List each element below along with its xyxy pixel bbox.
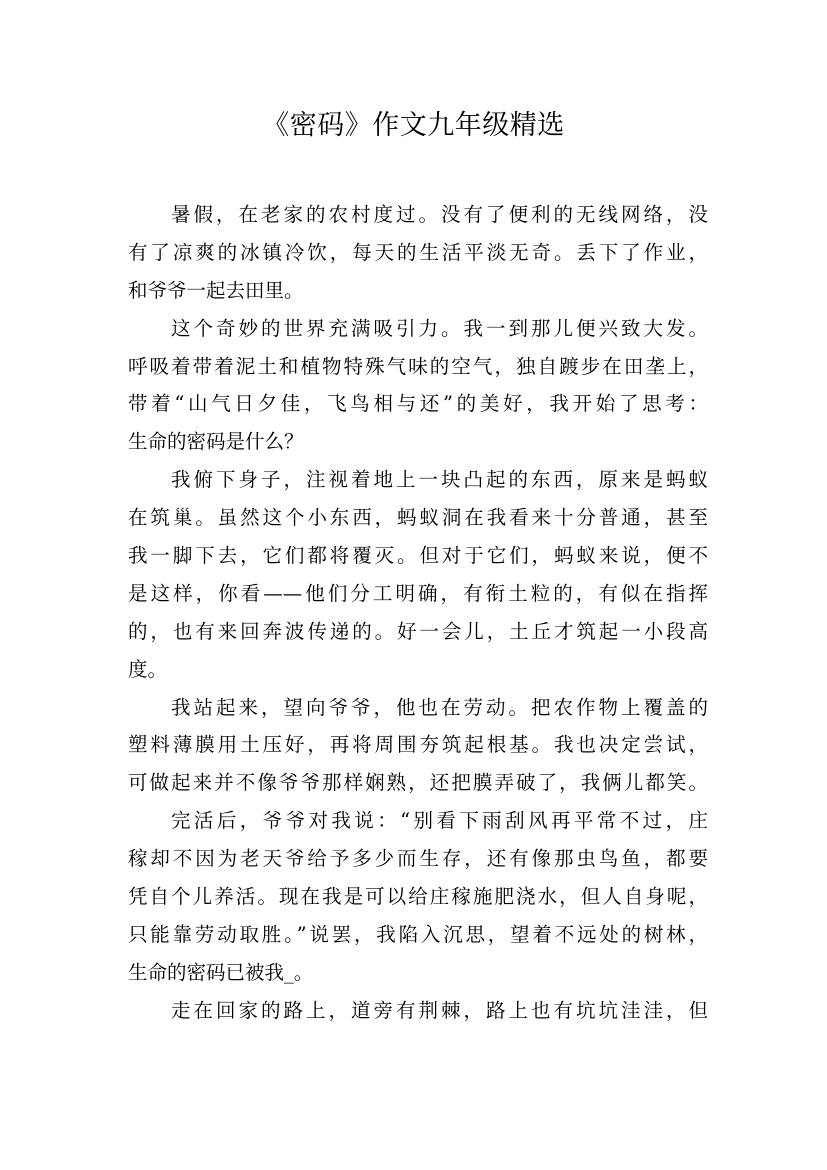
text-line: 我站起来，望向爷爷，他也在劳动。把农作物上覆盖的 <box>171 695 708 719</box>
text-line: 生命的密码已被我_。 <box>128 960 314 984</box>
text-line: 走在回家的路上，道旁有荆棘，路上也有坑坑洼洼，但 <box>171 998 708 1022</box>
text-line: 度。 <box>128 657 168 681</box>
text-line: 稼却不因为老天爷给予多少而生存，还有像那虫鸟鱼，都要 <box>128 847 708 871</box>
text-line: 带着“山气日夕佳，飞鸟相与还”的美好，我开始了思考： <box>128 392 708 416</box>
text-line: 完活后，爷爷对我说：“别看下雨刮风再平常不过，庄 <box>171 809 708 833</box>
document-title: 《密码》作文九年级精选 <box>262 110 565 141</box>
text-line: 生命的密码是什么？ <box>128 430 304 454</box>
text-line: 在筑巢。虽然这个小东西，蚂蚁洞在我看来十分普通，甚至 <box>128 506 708 530</box>
text-line: 凭自个儿养活。现在我是可以给庄稼施肥浇水，但人自身呢， <box>128 885 708 909</box>
text-line: 暑假，在老家的农村度过。没有了便利的无线网络，没 <box>171 203 708 226</box>
text-line: 我一脚下去，它们都将覆灭。但对于它们，蚂蚁来说，便不 <box>128 544 708 568</box>
text-line: 塑料薄膜用土压好，再将周围夯筑起根基。我也决定尝试， <box>128 733 708 757</box>
text-line: 可做起来并不像爷爷那样娴熟，还把膜弄破了，我俩儿都笑。 <box>128 771 708 795</box>
text-line: 是这样，你看——他们分工明确，有衔土粒的，有似在指挥 <box>128 581 708 605</box>
text-line: 我俯下身子，注视着地上一块凸起的东西，原来是蚂蚁 <box>171 468 708 492</box>
text-line: 有了凉爽的冰镇冷饮，每天的生活平淡无奇。丢下了作业， <box>128 240 708 264</box>
text-line: 呼吸着带着泥土和植物特殊气味的空气，独自踱步在田垄上， <box>128 354 708 378</box>
text-line: 和爷爷一起去田里。 <box>128 278 304 302</box>
essay-body <box>128 196 708 1030</box>
text-line: 的，也有来回奔波传递的。好一会儿，土丘才筑起一小段高 <box>128 619 708 643</box>
text-line: 只能靠劳动取胜。”说罢，我陷入沉思，望着不远处的树林， <box>128 922 708 946</box>
text-line: 这个奇妙的世界充满吸引力。我一到那儿便兴致大发。 <box>171 316 708 340</box>
